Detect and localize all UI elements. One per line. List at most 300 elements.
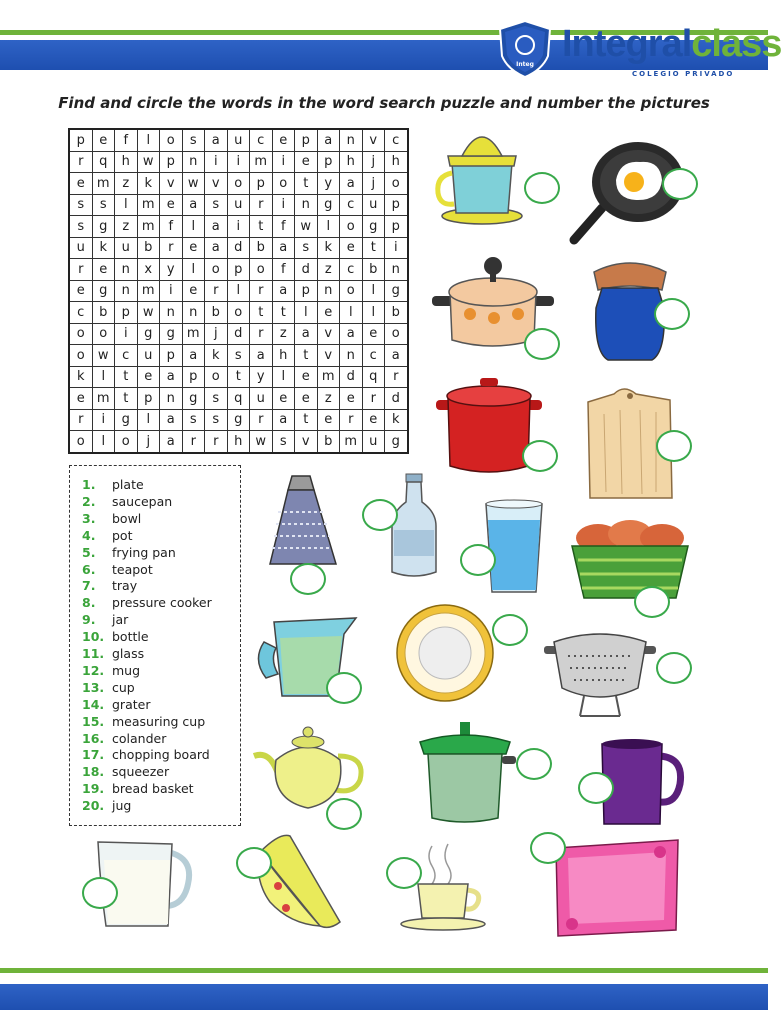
grid-cell[interactable]: a xyxy=(340,323,363,345)
grid-cell[interactable]: a xyxy=(205,129,228,151)
grid-cell[interactable]: c xyxy=(250,129,273,151)
bottle-picture xyxy=(388,472,440,580)
grid-cell[interactable]: l xyxy=(182,216,205,238)
grid-cell[interactable]: e xyxy=(340,237,363,259)
plate-picture xyxy=(394,602,496,704)
grid-cell[interactable]: n xyxy=(115,259,138,281)
word-number: 2. xyxy=(82,493,96,509)
grid-row xyxy=(69,129,408,151)
grid-cell[interactable]: a xyxy=(272,280,295,302)
grid-cell[interactable]: p xyxy=(295,129,318,151)
grid-cell[interactable]: e xyxy=(137,366,160,388)
word-number: 1. xyxy=(82,477,96,492)
grid-cell[interactable]: k xyxy=(92,237,115,259)
grid-cell[interactable]: s xyxy=(295,237,318,259)
word-search-grid xyxy=(68,128,409,454)
grid-cell[interactable]: a xyxy=(182,194,205,216)
grid-cell[interactable]: r xyxy=(69,409,92,431)
grid-cell[interactable]: u xyxy=(137,345,160,367)
grid-cell[interactable]: p xyxy=(160,151,183,173)
grid-cell[interactable]: e xyxy=(160,194,183,216)
grid-cell[interactable]: e xyxy=(340,388,363,410)
grid-cell[interactable]: e xyxy=(92,259,115,281)
grid-cell[interactable]: n xyxy=(182,151,205,173)
grid-cell[interactable]: l xyxy=(295,302,318,324)
grid-cell[interactable]: p xyxy=(182,366,205,388)
grid-cell[interactable]: l xyxy=(92,431,115,453)
grid-cell[interactable]: n xyxy=(340,129,363,151)
grid-row xyxy=(69,431,408,453)
grid-cell[interactable]: p xyxy=(385,194,408,216)
grid-cell[interactable]: q xyxy=(227,388,250,410)
shield-icon xyxy=(498,20,552,78)
grid-cell[interactable]: n xyxy=(317,280,340,302)
grid-cell[interactable]: u xyxy=(227,129,250,151)
grid-cell[interactable]: o xyxy=(160,129,183,151)
grid-cell[interactable]: r xyxy=(250,323,273,345)
grid-cell[interactable]: j xyxy=(362,151,385,173)
grid-cell[interactable]: s xyxy=(182,129,205,151)
grid-cell[interactable]: o xyxy=(385,173,408,195)
grid-cell[interactable]: j xyxy=(362,173,385,195)
grid-cell[interactable]: a xyxy=(205,216,228,238)
grid-cell[interactable]: f xyxy=(272,259,295,281)
grid-cell[interactable]: m xyxy=(340,431,363,453)
grid-cell[interactable]: r xyxy=(250,409,273,431)
grid-cell[interactable]: m xyxy=(137,216,160,238)
grid-cell[interactable]: z xyxy=(317,388,340,410)
grid-cell[interactable]: a xyxy=(317,129,340,151)
logo-wordmark: Integralclass xyxy=(562,23,781,65)
grid-cell[interactable]: y xyxy=(160,259,183,281)
answer-circle-tray[interactable] xyxy=(530,832,566,864)
grid-cell[interactable]: e xyxy=(295,388,318,410)
grid-cell[interactable]: k xyxy=(385,409,408,431)
grid-cell[interactable]: z xyxy=(272,323,295,345)
grid-cell[interactable]: w xyxy=(137,302,160,324)
grid-cell[interactable]: e xyxy=(92,129,115,151)
grid-cell[interactable]: r xyxy=(250,194,273,216)
grid-row xyxy=(69,194,408,216)
grid-cell[interactable]: w xyxy=(137,151,160,173)
grid-cell[interactable]: e xyxy=(272,388,295,410)
grid-cell[interactable]: n xyxy=(340,345,363,367)
answer-circle-bread-basket[interactable] xyxy=(634,586,670,618)
grid-cell[interactable]: i xyxy=(115,323,138,345)
grid-cell[interactable]: m xyxy=(137,194,160,216)
word-number: 3. xyxy=(82,510,96,526)
word-number: 13. xyxy=(82,679,105,695)
answer-circle-plate[interactable] xyxy=(492,614,528,646)
grid-cell[interactable]: d xyxy=(385,388,408,410)
grid-cell[interactable]: r xyxy=(69,259,92,281)
grid-cell[interactable]: r xyxy=(340,409,363,431)
grid-cell[interactable]: u xyxy=(250,388,273,410)
grid-cell[interactable]: f xyxy=(272,216,295,238)
word-number: 19. xyxy=(82,781,105,797)
grid-cell[interactable]: r xyxy=(205,431,228,453)
word-text: teapot xyxy=(112,561,153,577)
grid-cell[interactable]: l xyxy=(92,366,115,388)
grid-cell[interactable]: g xyxy=(385,280,408,302)
grid-cell[interactable]: h xyxy=(272,345,295,367)
answer-circle-pot[interactable] xyxy=(522,440,558,472)
tray-picture xyxy=(550,834,684,940)
grid-cell[interactable]: o xyxy=(272,173,295,195)
grid-cell[interactable]: e xyxy=(272,129,295,151)
grid-cell[interactable]: k xyxy=(317,237,340,259)
grid-cell[interactable]: t xyxy=(272,302,295,324)
grid-cell[interactable]: y xyxy=(250,366,273,388)
grid-cell[interactable]: s xyxy=(92,194,115,216)
grid-cell[interactable]: b xyxy=(137,237,160,259)
word-text: bowl xyxy=(112,510,142,526)
grid-cell[interactable]: g xyxy=(92,280,115,302)
word-text: pressure cooker xyxy=(112,595,212,611)
grid-cell[interactable]: t xyxy=(115,366,138,388)
grid-cell[interactable]: a xyxy=(272,409,295,431)
grid-cell[interactable]: c xyxy=(69,302,92,324)
grid-cell[interactable]: u xyxy=(115,237,138,259)
grid-cell[interactable]: l xyxy=(227,280,250,302)
grid-cell[interactable]: e xyxy=(362,323,385,345)
grid-cell[interactable]: r xyxy=(362,388,385,410)
grid-cell[interactable]: b xyxy=(205,302,228,324)
word-text: mug xyxy=(112,662,141,678)
grid-cell[interactable]: n xyxy=(160,388,183,410)
grid-cell[interactable]: p xyxy=(137,388,160,410)
word-number: 12. xyxy=(82,662,105,678)
grid-cell[interactable]: a xyxy=(340,173,363,195)
grid-cell[interactable]: r xyxy=(69,151,92,173)
grid-cell[interactable]: j xyxy=(205,323,228,345)
grid-cell[interactable]: d xyxy=(227,323,250,345)
grid-cell[interactable]: v xyxy=(317,345,340,367)
grid-cell[interactable]: t xyxy=(295,345,318,367)
answer-circle-pressure-cooker[interactable] xyxy=(516,748,552,780)
grid-cell[interactable]: t xyxy=(362,237,385,259)
grid-cell[interactable]: p xyxy=(317,151,340,173)
grid-cell[interactable]: i xyxy=(385,237,408,259)
grid-cell[interactable]: b xyxy=(385,302,408,324)
grid-cell[interactable]: p xyxy=(385,216,408,238)
word-text: grater xyxy=(112,696,151,712)
grid-cell[interactable]: m xyxy=(92,388,115,410)
grid-cell[interactable]: s xyxy=(272,431,295,453)
grid-cell[interactable]: e xyxy=(69,388,92,410)
answer-circle-glass[interactable] xyxy=(460,544,496,576)
grid-cell[interactable]: n xyxy=(295,194,318,216)
grid-cell[interactable]: q xyxy=(92,151,115,173)
grid-cell[interactable]: e xyxy=(295,151,318,173)
grid-cell[interactable]: n xyxy=(160,302,183,324)
grid-cell[interactable]: t xyxy=(295,173,318,195)
word-text: tray xyxy=(112,578,138,594)
grid-row xyxy=(69,302,408,324)
grid-cell[interactable]: a xyxy=(205,237,228,259)
word-text: squeezer xyxy=(112,764,170,780)
logo-subtitle: COLEGIO PRIVADO xyxy=(632,70,735,78)
grid-cell[interactable]: o xyxy=(92,323,115,345)
grid-cell[interactable]: c xyxy=(340,259,363,281)
grid-cell[interactable]: p xyxy=(115,302,138,324)
word-text: saucepan xyxy=(112,493,173,509)
grid-cell[interactable]: p xyxy=(227,259,250,281)
answer-circle-bottle[interactable] xyxy=(362,499,398,531)
grid-cell[interactable]: p xyxy=(160,345,183,367)
grid-cell[interactable]: l xyxy=(115,194,138,216)
grid-cell[interactable]: c xyxy=(340,194,363,216)
word-text: glass xyxy=(112,646,145,661)
grid-cell[interactable]: k xyxy=(205,345,228,367)
grid-cell[interactable]: b xyxy=(92,302,115,324)
grid-cell[interactable]: o xyxy=(205,366,228,388)
grid-cell[interactable]: s xyxy=(205,388,228,410)
grid-cell[interactable]: e xyxy=(317,409,340,431)
grid-cell[interactable]: l xyxy=(182,259,205,281)
grid-cell[interactable]: t xyxy=(295,409,318,431)
grid-cell[interactable]: g xyxy=(362,216,385,238)
grid-cell[interactable]: z xyxy=(115,216,138,238)
grid-cell[interactable]: k xyxy=(137,173,160,195)
grid-cell[interactable]: u xyxy=(69,237,92,259)
grid-cell[interactable]: z xyxy=(115,173,138,195)
grid-cell[interactable]: v xyxy=(362,129,385,151)
grid-cell[interactable]: a xyxy=(250,345,273,367)
grid-cell[interactable]: g xyxy=(160,323,183,345)
grid-row xyxy=(69,259,408,281)
grid-cell[interactable]: g xyxy=(227,409,250,431)
grid-cell[interactable]: e xyxy=(69,280,92,302)
answer-circle-frying-pan[interactable] xyxy=(662,168,698,200)
grid-cell[interactable]: i xyxy=(227,151,250,173)
grid-cell[interactable]: s xyxy=(205,194,228,216)
grid-cell[interactable]: i xyxy=(205,151,228,173)
word-text: jug xyxy=(112,798,132,814)
grid-cell[interactable]: i xyxy=(92,409,115,431)
grid-cell[interactable]: d xyxy=(227,237,250,259)
grid-cell[interactable]: l xyxy=(362,280,385,302)
word-number: 7. xyxy=(82,578,96,594)
grid-cell[interactable]: o xyxy=(340,280,363,302)
word-text: chopping board xyxy=(112,747,210,763)
word-text: plate xyxy=(112,477,144,492)
grater-picture xyxy=(266,472,344,576)
grid-cell[interactable]: c xyxy=(385,129,408,151)
grid-cell[interactable]: o xyxy=(227,173,250,195)
grid-cell[interactable]: l xyxy=(137,129,160,151)
grid-cell[interactable]: s xyxy=(205,409,228,431)
grid-cell[interactable]: i xyxy=(272,194,295,216)
grid-cell[interactable]: q xyxy=(362,366,385,388)
grid-cell[interactable]: u xyxy=(362,431,385,453)
grid-cell[interactable]: e xyxy=(182,280,205,302)
grid-cell[interactable]: h xyxy=(385,151,408,173)
grid-cell[interactable]: z xyxy=(317,259,340,281)
grid-row xyxy=(69,345,408,367)
colander-picture xyxy=(544,626,656,720)
word-text: pot xyxy=(112,527,133,543)
grid-cell[interactable]: o xyxy=(385,323,408,345)
grid-cell[interactable]: r xyxy=(205,280,228,302)
grid-cell[interactable]: e xyxy=(182,237,205,259)
grid-cell[interactable]: y xyxy=(317,173,340,195)
grid-cell[interactable]: t xyxy=(227,366,250,388)
grid-cell[interactable]: m xyxy=(182,323,205,345)
grid-cell[interactable]: o xyxy=(69,431,92,453)
word-number: 11. xyxy=(82,646,105,661)
answer-circle-chopping-board[interactable] xyxy=(656,430,692,462)
grid-cell[interactable]: h xyxy=(115,151,138,173)
grid-cell[interactable]: m xyxy=(317,366,340,388)
grid-cell[interactable]: t xyxy=(250,216,273,238)
grid-row xyxy=(69,409,408,431)
grid-cell[interactable]: i xyxy=(272,151,295,173)
grid-cell[interactable]: v xyxy=(295,431,318,453)
grid-cell[interactable]: o xyxy=(69,323,92,345)
word-text: jar xyxy=(112,612,129,628)
word-number: 10. xyxy=(82,629,105,645)
grid-cell[interactable]: b xyxy=(362,259,385,281)
grid-cell[interactable]: n xyxy=(115,280,138,302)
answer-circle-jar[interactable] xyxy=(654,298,690,330)
grid-cell[interactable]: w xyxy=(182,173,205,195)
grid-cell[interactable]: w xyxy=(295,216,318,238)
answer-circle-squeezer[interactable] xyxy=(524,172,560,204)
pressure-cooker-picture xyxy=(414,720,516,826)
grid-cell[interactable]: m xyxy=(92,173,115,195)
grid-cell[interactable]: s xyxy=(227,345,250,367)
answer-circle-colander[interactable] xyxy=(656,652,692,684)
grid-cell[interactable]: s xyxy=(182,409,205,431)
grid-cell[interactable]: c xyxy=(115,345,138,367)
grid-cell[interactable]: a xyxy=(295,323,318,345)
grid-cell[interactable]: g xyxy=(182,388,205,410)
grid-cell[interactable]: a xyxy=(160,409,183,431)
grid-cell[interactable]: k xyxy=(69,366,92,388)
grid-cell[interactable]: w xyxy=(92,345,115,367)
glass-picture xyxy=(482,498,546,596)
word-number: 9. xyxy=(82,612,96,628)
grid-cell[interactable]: x xyxy=(137,259,160,281)
grid-cell[interactable]: c xyxy=(362,345,385,367)
answer-circle-measuring-cup[interactable] xyxy=(326,672,362,704)
grid-cell[interactable]: a xyxy=(385,345,408,367)
grid-cell[interactable]: f xyxy=(115,129,138,151)
word-text: colander xyxy=(112,730,167,746)
grid-cell[interactable]: v xyxy=(317,323,340,345)
grid-cell[interactable]: o xyxy=(227,302,250,324)
grid-cell[interactable]: b xyxy=(250,237,273,259)
bottom-green-band xyxy=(0,968,768,973)
grid-cell[interactable]: r xyxy=(160,237,183,259)
grid-row xyxy=(69,366,408,388)
grid-cell[interactable]: g xyxy=(92,216,115,238)
grid-cell[interactable]: u xyxy=(362,194,385,216)
word-number: 14. xyxy=(82,696,105,712)
grid-cell[interactable]: o xyxy=(115,431,138,453)
answer-circle-jug[interactable] xyxy=(82,877,118,909)
grid-cell[interactable]: v xyxy=(160,173,183,195)
grid-cell[interactable]: o xyxy=(69,345,92,367)
grid-cell[interactable]: v xyxy=(205,173,228,195)
answer-circle-mug[interactable] xyxy=(578,772,614,804)
answer-circle-grater[interactable] xyxy=(290,563,326,595)
grid-cell[interactable]: n xyxy=(385,259,408,281)
grid-cell[interactable]: a xyxy=(272,237,295,259)
grid-cell[interactable]: l xyxy=(340,302,363,324)
grid-cell[interactable]: a xyxy=(182,345,205,367)
grid-cell[interactable]: d xyxy=(295,259,318,281)
grid-row xyxy=(69,173,408,195)
grid-cell[interactable]: f xyxy=(160,216,183,238)
grid-cell[interactable]: g xyxy=(115,409,138,431)
grid-cell[interactable]: e xyxy=(317,302,340,324)
grid-cell[interactable]: r xyxy=(250,280,273,302)
answer-circle-saucepan[interactable] xyxy=(524,328,560,360)
grid-cell[interactable]: l xyxy=(137,409,160,431)
grid-cell[interactable]: r xyxy=(385,366,408,388)
word-text: bottle xyxy=(112,629,149,645)
grid-cell[interactable]: u xyxy=(227,194,250,216)
grid-cell[interactable]: m xyxy=(250,151,273,173)
grid-cell[interactable]: s xyxy=(69,194,92,216)
grid-cell[interactable]: l xyxy=(362,302,385,324)
grid-cell[interactable]: n xyxy=(182,302,205,324)
grid-cell[interactable]: i xyxy=(227,216,250,238)
grid-cell[interactable]: o xyxy=(205,259,228,281)
grid-cell[interactable]: g xyxy=(385,431,408,453)
answer-circle-cup[interactable] xyxy=(386,857,422,889)
grid-cell[interactable]: p xyxy=(250,173,273,195)
grid-cell[interactable]: g xyxy=(137,323,160,345)
grid-cell[interactable]: l xyxy=(317,216,340,238)
grid-cell[interactable]: e xyxy=(295,366,318,388)
grid-cell[interactable]: b xyxy=(317,431,340,453)
word-number: 16. xyxy=(82,730,105,746)
grid-cell[interactable]: j xyxy=(137,431,160,453)
answer-circle-teapot[interactable] xyxy=(326,798,362,830)
grid-row xyxy=(69,151,408,173)
grid-cell[interactable]: h xyxy=(340,151,363,173)
grid-cell[interactable]: l xyxy=(272,366,295,388)
grid-cell[interactable]: d xyxy=(340,366,363,388)
grid-cell[interactable]: p xyxy=(69,129,92,151)
grid-cell[interactable]: h xyxy=(227,431,250,453)
bottom-blue-band xyxy=(0,984,768,1010)
grid-cell[interactable]: e xyxy=(69,173,92,195)
grid-cell[interactable]: e xyxy=(362,409,385,431)
grid-cell[interactable]: m xyxy=(137,280,160,302)
grid-cell[interactable]: o xyxy=(250,259,273,281)
grid-cell[interactable]: r xyxy=(182,431,205,453)
grid-cell[interactable]: t xyxy=(250,302,273,324)
grid-cell[interactable]: a xyxy=(160,366,183,388)
grid-row xyxy=(69,388,408,410)
grid-row xyxy=(69,280,408,302)
answer-circle-bowl[interactable] xyxy=(236,847,272,879)
grid-cell[interactable]: o xyxy=(340,216,363,238)
grid-cell[interactable]: t xyxy=(115,388,138,410)
grid-cell[interactable]: g xyxy=(317,194,340,216)
grid-cell[interactable]: w xyxy=(250,431,273,453)
word-number: 20. xyxy=(82,798,105,814)
grid-cell[interactable]: a xyxy=(160,431,183,453)
grid-cell[interactable]: p xyxy=(295,280,318,302)
grid-cell[interactable]: s xyxy=(69,216,92,238)
grid-row xyxy=(69,323,408,345)
grid-cell[interactable]: i xyxy=(160,280,183,302)
